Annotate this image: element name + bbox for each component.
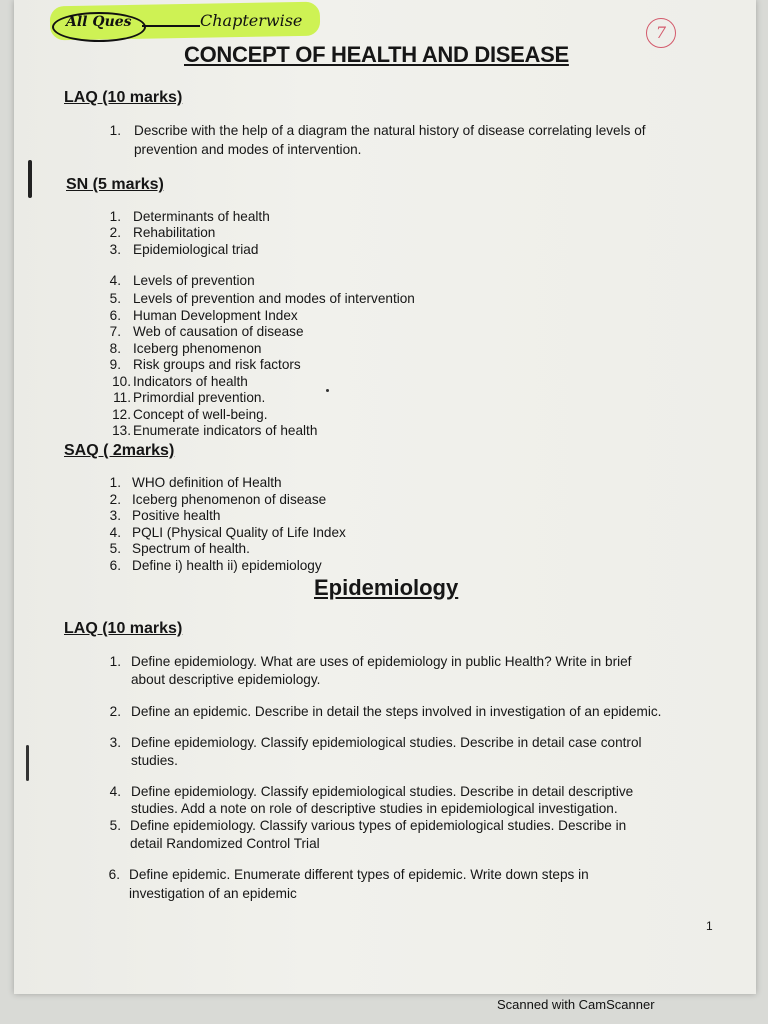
list-item: Define i) health ii) epidemiology [132, 558, 322, 573]
list-item: Levels of prevention and modes of intervention [133, 291, 415, 306]
section-title-epidemiology: Epidemiology [314, 575, 459, 600]
question-text: studies. Add a note on role of descriptive studies in epidemiological investigation. [131, 801, 618, 816]
question-text: studies. [131, 753, 178, 768]
list-item: Iceberg phenomenon [133, 341, 262, 356]
list-number: 5. [109, 541, 121, 556]
list-number: 2. [109, 492, 121, 507]
list-number: 1. [109, 209, 121, 224]
list-number: 4. [109, 784, 121, 799]
list-item: Rehabilitation [133, 225, 216, 240]
section-heading-laq: LAQ (10 marks) [64, 620, 183, 637]
list-item: Risk groups and risk factors [133, 357, 301, 372]
list-item: Primordial prevention. [133, 390, 266, 405]
list-item: Indicators of health [133, 374, 248, 389]
list-number: 6. [109, 308, 121, 323]
list-number: 9. [109, 357, 121, 372]
list-number: 2. [109, 225, 121, 240]
list-item: WHO definition of Health [132, 475, 282, 490]
question-text: Define epidemiology. Classify various types of epidemiological studies. Describe in [130, 818, 627, 833]
list-item: Determinants of health [133, 209, 270, 224]
handwritten-note: Chapterwise [200, 11, 303, 30]
section-heading-sn: SN (5 marks) [66, 176, 164, 193]
list-number: 13. [112, 423, 131, 438]
question-text: detail Randomized Control Trial [130, 836, 320, 851]
stray-dot [326, 389, 329, 392]
list-number: 7. [109, 324, 121, 339]
handwritten-dash [142, 25, 200, 27]
question-text: about descriptive epidemiology. [131, 672, 321, 687]
question-text: Define epidemic. Enumerate different types of epidemic. Write down steps in [129, 867, 589, 882]
list-number: 4. [109, 273, 121, 288]
document-page [14, 0, 756, 994]
list-number: 11. [113, 390, 131, 405]
question-text: Define epidemiology. Classify epidemiological studies. Describe in detail descriptive [131, 784, 634, 799]
list-number: 3. [109, 242, 121, 257]
list-item: Spectrum of health. [132, 541, 250, 556]
list-number: 5. [109, 291, 121, 306]
list-item: PQLI (Physical Quality of Life Index [132, 525, 346, 540]
question-text: investigation of an epidemic [129, 886, 297, 901]
list-number: 4. [109, 525, 121, 540]
list-number: 1. [109, 654, 121, 669]
list-item: Iceberg phenomenon of disease [132, 492, 327, 507]
margin-mark [26, 745, 29, 781]
list-number: 8. [109, 341, 121, 356]
list-item: Positive health [132, 508, 221, 523]
list-number: 3. [109, 735, 121, 750]
list-number: 12. [112, 407, 131, 422]
list-number: 1. [109, 123, 121, 138]
question-text: Define an epidemic. Describe in detail the steps involved in investigation of an epidemic. [131, 704, 662, 719]
list-number: 6. [109, 558, 121, 573]
list-number: 2. [109, 704, 121, 719]
question-text: Define epidemiology. What are uses of epidemiology in public Health? Write in brief [131, 654, 632, 669]
list-item: Levels of prevention [133, 273, 255, 288]
section-heading-laq: LAQ (10 marks) [64, 89, 183, 106]
list-item: Human Development Index [133, 308, 298, 323]
question-text: prevention and modes of intervention. [134, 142, 362, 157]
page-title: CONCEPT OF HEALTH AND DISEASE [184, 42, 569, 67]
question-text: Define epidemiology. Classify epidemiological studies. Describe in detail case control [131, 735, 642, 750]
list-item: Web of causation of disease [133, 324, 304, 339]
list-item: Concept of well-being. [133, 407, 268, 422]
handwritten-page-circle: 7 [646, 18, 676, 48]
list-number: 1. [109, 475, 121, 490]
section-heading-saq: SAQ ( 2marks) [64, 442, 175, 459]
list-number: 3. [109, 508, 121, 523]
list-number: 5. [109, 818, 121, 833]
scanner-watermark: Scanned with CamScanner [497, 997, 655, 1012]
list-number: 6. [108, 867, 120, 882]
handwritten-tag: All Ques [66, 14, 132, 30]
list-item: Enumerate indicators of health [133, 423, 318, 438]
question-text: Describe with the help of a diagram the natural history of disease correlating levels of [134, 123, 646, 138]
list-item: Epidemiological triad [133, 242, 259, 257]
margin-mark [28, 160, 32, 198]
page-number: 1 [706, 919, 713, 933]
list-number: 10. [112, 374, 131, 389]
